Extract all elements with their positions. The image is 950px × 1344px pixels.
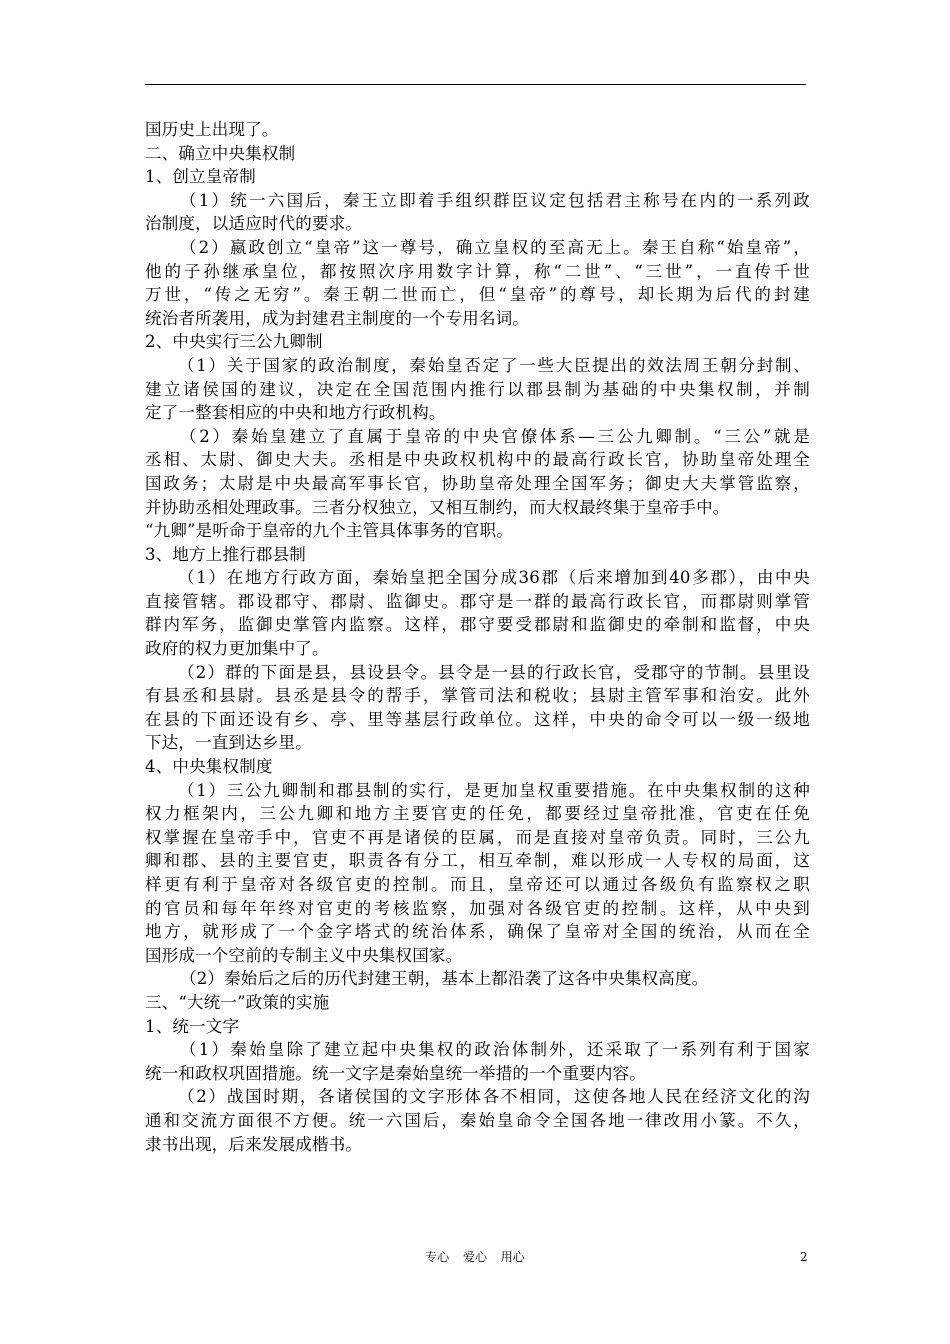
text-line: 国形成一个空前的专制主义中央集权国家。 — [145, 945, 463, 965]
text-line: 通和交流方面很不方便。统一六国后，秦始皇命令全国各地一律改用小篆。不久， — [145, 1110, 810, 1130]
text-line: 治制度，以适应时代的要求。 — [145, 214, 363, 234]
text-line: 二、确立中央集权制 — [145, 143, 296, 163]
text-line: 地方，就形成了一个金字塔式的统治体系，确保了皇帝对全国的统治，从而在全 — [145, 922, 810, 942]
page-footer — [0, 1249, 950, 1265]
document-body — [145, 118, 810, 1156]
text-line: （2）秦始皇建立了直属于皇帝的中央官僚体系—三公九卿制。“三公”就是 — [180, 426, 810, 446]
text-line: 建立诸侯国的建议，决定在全国范围内推行以郡县制为基础的中央集权制，并制 — [145, 379, 810, 399]
text-line: （1）三公九卿制和郡县制的实行，是更加皇权重要措施。在中央集权制的这种 — [178, 780, 810, 800]
text-line: 在县的下面还设有乡、亭、里等基层行政单位。这样，中央的命令可以一级一级地 — [145, 709, 810, 729]
text-line: 三、“大统一”政策的实施 — [145, 992, 330, 1012]
text-line: 有县丞和县尉。县丞是县令的帮手，掌管司法和税收；县尉主管军事和治安。此外 — [145, 686, 810, 706]
text-line: 并协助丞相处理政事。三者分权独立，又相互制约，而大权最终集于皇帝手中。 — [145, 497, 730, 517]
text-line: （2）嬴政创立“皇帝”这一尊号，确立皇权的至高无上。秦王自称“始皇帝”， — [180, 237, 810, 257]
text-line: 统治者所袭用，成为封建君主制度的一个专用名词。 — [145, 308, 530, 328]
text-line: 下达，一直到达乡里。 — [145, 733, 312, 753]
text-line: 定了一整套相应的中央和地方行政机构。 — [145, 403, 446, 423]
text-line: （1）统一六国后，秦王立即着手组织群臣议定包括君主称号在内的一系列政 — [180, 190, 810, 210]
text-line: 权掌握在皇帝手中，官吏不再是诸侯的臣属，而是直接对皇帝负责。同时，三公九 — [145, 827, 810, 847]
text-line: 万世，“传之无穷”。秦王朝二世而亡，但“皇帝”的尊号，却长期为后代的封建 — [145, 285, 810, 305]
text-line: （2）秦始后之后的历代封建王朝，基本上都沿袭了这各中央集权高度。 — [180, 969, 709, 989]
text-line: 直接管辖。郡设郡守、郡尉、监御史。郡守是一群的最高行政长官，而郡尉则掌管 — [145, 591, 810, 611]
text-line: 丞相、太尉、御史大夫。丞相是中央政权机构中的最高行政长官，协助皇帝处理全 — [145, 450, 810, 470]
text-line: 4、中央集权制度 — [145, 757, 273, 777]
text-line: 样更有利于皇帝对各级官吏的控制。而且，皇帝还可以通过各级负有监察权之职 — [145, 875, 810, 894]
text-line: （1）秦始皇除了建立起中央集权的政治体制外，还采取了一系列有利于国家 — [180, 1040, 810, 1060]
text-line: 统一和政权巩固措施。统一文字是秦始皇统一举措的一个重要内容。 — [145, 1063, 646, 1083]
header-rule — [145, 84, 806, 85]
text-line: 国政务；太尉是中央最高军事长官，协助皇帝处理全国军务；御史大夫掌管监察， — [145, 473, 810, 493]
text-line: 3、地方上推行郡县制 — [145, 544, 306, 564]
text-line: 他的子孙继承皇位，都按照次序用数字计算，称“二世”、“三世”，一直传千世 — [145, 261, 810, 281]
text-line: 卿和郡、县的主要官吏，职责各有分工，相互牵制，难以形成一人专权的局面，这 — [145, 851, 810, 871]
text-line: （2）战国时期，各诸侯国的文字形体各不相同，这使各地人民在经济文化的沟 — [178, 1087, 810, 1107]
text-line: （2）群的下面是县，县设县令。县令是一县的行政长官，受郡守的节制。县里设 — [178, 662, 810, 682]
text-line: （1）在地方行政方面，秦始皇把全国分成36郡（后来增加到40多郡），由中央 — [178, 568, 810, 588]
text-line: 隶书出现，后来发展成楷书。 — [145, 1134, 363, 1154]
text-line: 群内军务，监御史掌管内监察。这样，郡守要受郡尉和监御史的牵制和监督，中央 — [145, 615, 810, 635]
text-line: 1、统一文字 — [145, 1016, 240, 1036]
footer-motto: 专心 爱心 用心 — [425, 1250, 525, 1264]
text-line: 1、创立皇帝制 — [145, 167, 256, 187]
text-line: 2、中央实行三公九卿制 — [145, 332, 323, 352]
text-line: “九卿”是听命于皇帝的九个主管具体事务的官职。 — [145, 521, 513, 541]
text-line: 国历史上出现了。 — [145, 120, 279, 139]
text-line: 政府的权力更加集中了。 — [145, 639, 329, 659]
text-line: 权力框架内，三公九卿和地方主要官吏的任免，都要经过皇帝批准，官吏在任免 — [145, 804, 810, 824]
text-line: （1）关于国家的政治制度，秦始皇否定了一些大臣提出的效法周王朝分封制、 — [178, 355, 810, 375]
text-line: 的官员和每年年终对官吏的考核监察，加强对各级官吏的控制。这样，从中央到 — [145, 898, 810, 918]
page-number: 2 — [800, 1250, 808, 1264]
